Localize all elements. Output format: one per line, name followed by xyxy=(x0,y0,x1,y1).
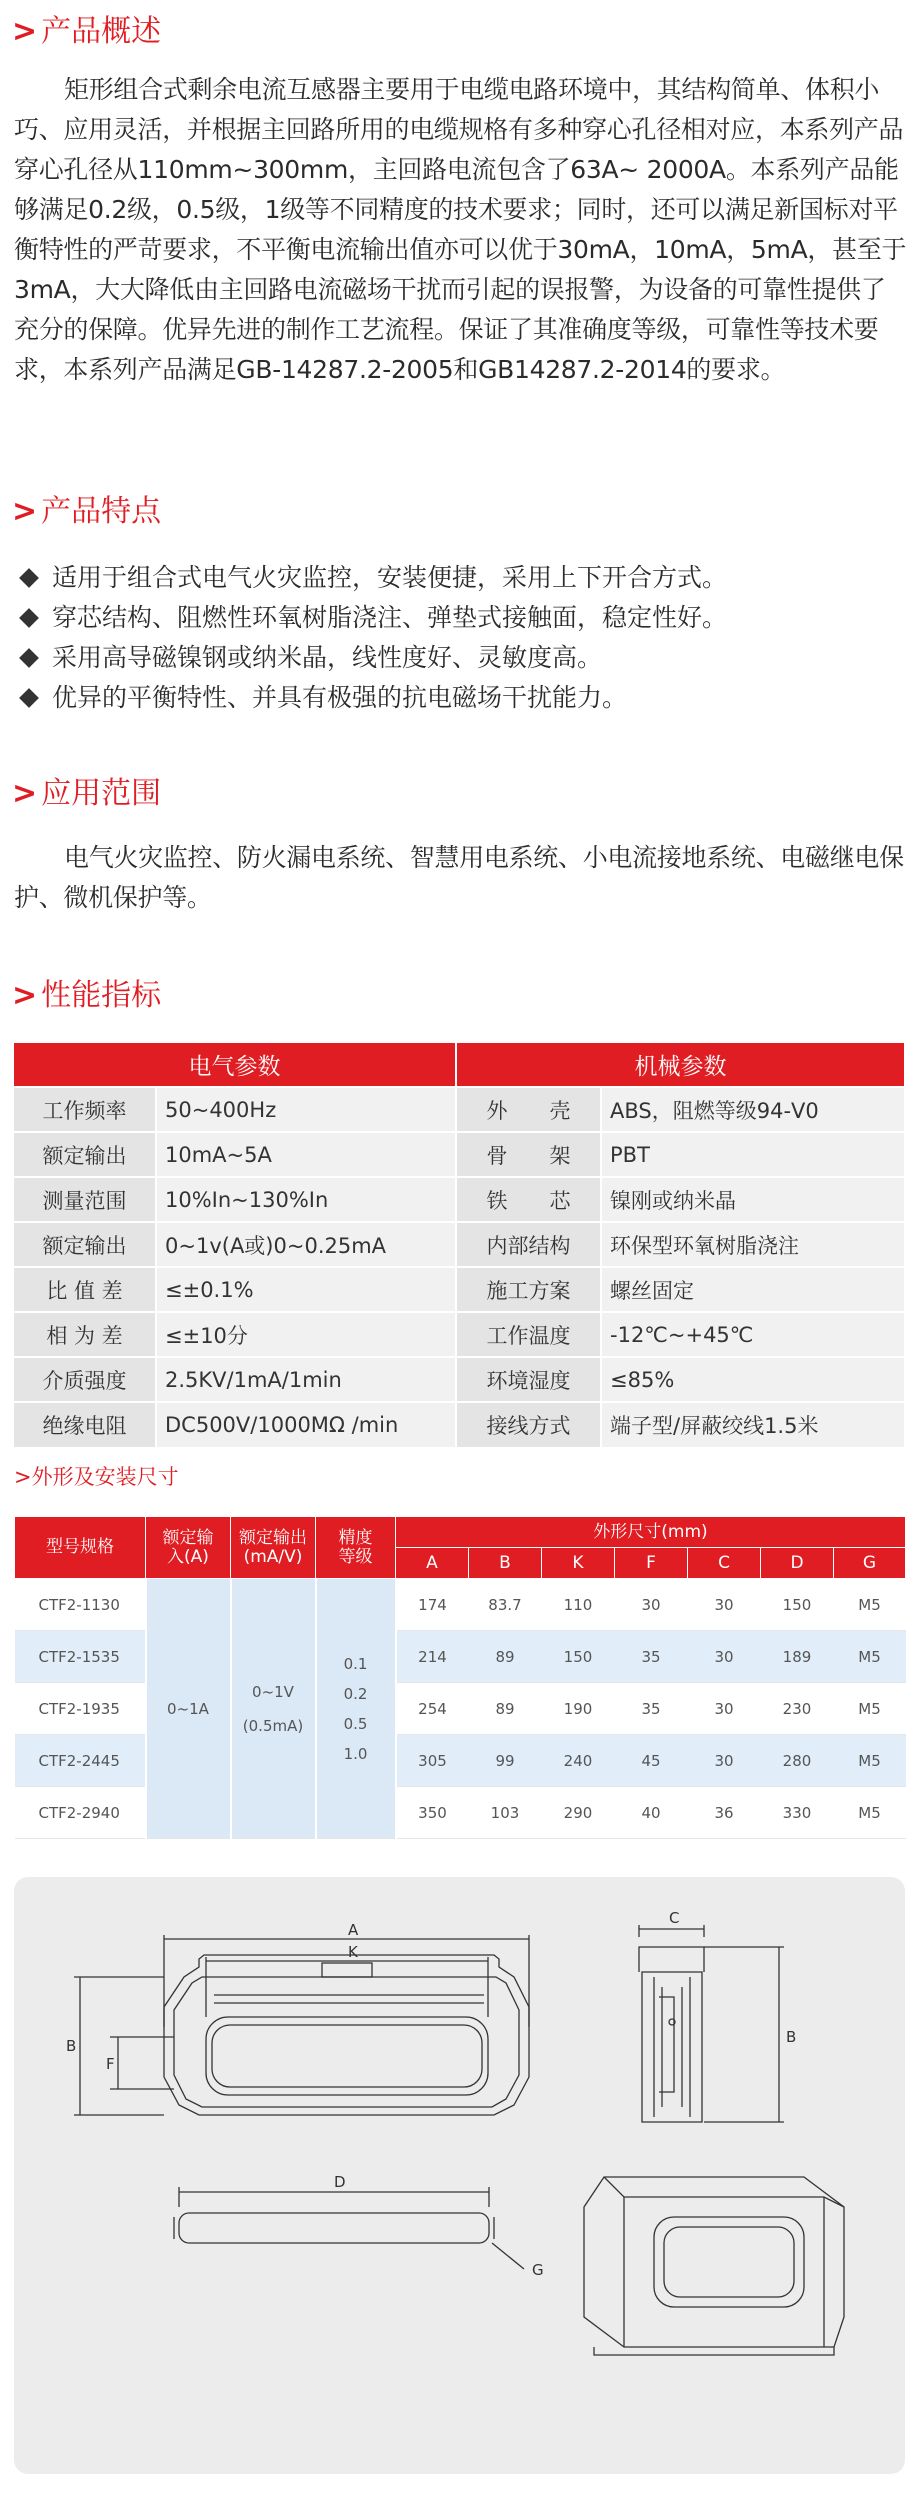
dimension-drawing xyxy=(14,1877,905,2474)
param-value: 2.5KV/1mA/1min xyxy=(156,1357,456,1402)
size-cell: 190 xyxy=(542,1683,615,1735)
scope-text: 电气火灾监控、防火漏电系统、智慧用电系统、小电流接地系统、电磁继电保护、微机保护等。 xyxy=(14,843,904,912)
chevron-right-icon: > xyxy=(12,978,38,1013)
size-cell: 110 xyxy=(542,1579,615,1631)
size-col-header: C xyxy=(688,1548,761,1579)
chevron-right-icon: > xyxy=(12,14,38,49)
param-value: 0~1v(A或)0~0.25mA xyxy=(156,1222,456,1267)
model-cell: CTF2-1130 xyxy=(15,1579,146,1631)
overview-text: 矩形组合式剩余电流互感器主要用于电缆电路环境中，其结构简单、体积小巧、应用灵活，并根据主回路所用的电缆规格有多种穿心孔径相对应，本系列产品穿心孔径从110mm~300mm，主回路电流包含了63A~ 2000A。本系列产品能够满足0.2级，0.5级，1级等不同精度的技术要求；同时，还可以满足新国标对平衡特性的严苛要求，不平衡电流输出值亦可以优于30mA，10mA，5mA，甚至于3mA，大大降低由主回路电流磁场干扰而引起的误报警，为设备的可靠性提供了充分的保障。优异先进的制作工艺流程。保证了其准确度等级，可靠性等技术要求，本系列产品满足GB-14287.2-2005和GB14287.2-2014的要求。 xyxy=(14,75,907,384)
table-row xyxy=(14,1222,905,1267)
size-cell: 99 xyxy=(469,1735,542,1787)
size-cell: 35 xyxy=(615,1683,688,1735)
param-value: PBT xyxy=(601,1132,905,1177)
mechanical-header: 机械参数 xyxy=(456,1043,905,1087)
size-cell: 89 xyxy=(469,1631,542,1683)
param-name: 工作温度 xyxy=(456,1312,601,1357)
scope-title: > 应用范围 xyxy=(12,776,162,811)
list-item: 穿芯结构、阻燃性环氧树脂浇注、弹垫式接触面，稳定性好。 xyxy=(16,598,727,638)
size-header: 外形尺寸(mm) xyxy=(396,1517,906,1548)
param-value: 镍刚或纳米晶 xyxy=(601,1177,905,1222)
dimensions-title: >外形及安装尺寸 xyxy=(14,1465,179,1489)
size-cell: 305 xyxy=(396,1735,469,1787)
param-value: DC500V/1000MΩ /min xyxy=(156,1402,456,1447)
label-b-side: B xyxy=(786,2028,797,2046)
size-cell: 45 xyxy=(615,1735,688,1787)
size-cell: 30 xyxy=(688,1579,761,1631)
size-cell: 36 xyxy=(688,1787,761,1839)
model-cell: CTF2-2445 xyxy=(15,1735,146,1787)
accuracy-value: 1.0 xyxy=(343,1744,368,1763)
dimensions-table xyxy=(14,1516,906,1839)
param-name: 骨 架 xyxy=(456,1132,601,1177)
size-cell: 350 xyxy=(396,1787,469,1839)
technical-drawing xyxy=(14,1877,905,2474)
input-cell: 0~1A xyxy=(146,1579,231,1839)
param-value: ABS，阻燃等级94-V0 xyxy=(601,1087,905,1132)
chevron-right-icon: > xyxy=(12,776,38,811)
size-cell: 240 xyxy=(542,1735,615,1787)
param-name: 接线方式 xyxy=(456,1402,601,1447)
param-name: 外 壳 xyxy=(456,1087,601,1132)
param-name: 比 值 差 xyxy=(14,1267,156,1312)
model-header: 型号规格 xyxy=(15,1517,146,1579)
size-cell: 35 xyxy=(615,1631,688,1683)
size-col-header: F xyxy=(615,1548,688,1579)
label-c: C xyxy=(669,1909,680,1927)
size-cell: 214 xyxy=(396,1631,469,1683)
diamond-bullet-icon xyxy=(19,648,39,668)
label-k: K xyxy=(348,1943,358,1961)
param-value: ≤±0.1% xyxy=(156,1267,456,1312)
size-cell: 290 xyxy=(542,1787,615,1839)
diamond-bullet-icon xyxy=(19,568,39,588)
list-item: 适用于组合式电气火灾监控，安装便捷，采用上下开合方式。 xyxy=(16,558,727,598)
param-name: 施工方案 xyxy=(456,1267,601,1312)
table-row xyxy=(14,1132,905,1177)
features-list xyxy=(16,558,727,718)
list-item: 采用高导磁镍钢或纳米晶，线性度好、灵敏度高。 xyxy=(16,638,727,678)
performance-table xyxy=(14,1043,906,1447)
label-g: G xyxy=(532,2261,544,2279)
overview-title: > 产品概述 xyxy=(12,14,162,49)
table-row xyxy=(14,1087,905,1132)
size-col-header: G xyxy=(834,1548,906,1579)
param-name: 额定输出 xyxy=(14,1222,156,1267)
size-cell: 30 xyxy=(688,1735,761,1787)
accuracy-value: 0.1 xyxy=(343,1654,368,1673)
label-d: D xyxy=(334,2173,346,2191)
size-col-header: D xyxy=(761,1548,834,1579)
size-col-header: B xyxy=(469,1548,542,1579)
size-cell: M5 xyxy=(834,1787,906,1839)
size-cell: 330 xyxy=(761,1787,834,1839)
chevron-right-icon: > xyxy=(12,494,38,529)
param-name: 绝缘电阻 xyxy=(14,1402,156,1447)
size-cell: M5 xyxy=(834,1579,906,1631)
size-cell: 254 xyxy=(396,1683,469,1735)
chevron-right-icon: > xyxy=(14,1465,32,1489)
accuracy-cell xyxy=(316,1579,396,1839)
param-name: 铁 芯 xyxy=(456,1177,601,1222)
performance-title: > 性能指标 xyxy=(12,978,162,1013)
label-b: B xyxy=(66,2037,77,2055)
model-cell: CTF2-1535 xyxy=(15,1631,146,1683)
size-cell: 40 xyxy=(615,1787,688,1839)
size-cell: M5 xyxy=(834,1683,906,1735)
param-name: 相 为 差 xyxy=(14,1312,156,1357)
size-cell: 189 xyxy=(761,1631,834,1683)
param-name: 工作频率 xyxy=(14,1087,156,1132)
output-cell xyxy=(231,1579,316,1839)
label-f: F xyxy=(106,2055,115,2073)
size-cell: 89 xyxy=(469,1683,542,1735)
size-cell: M5 xyxy=(834,1631,906,1683)
output-value-1: 0~1V xyxy=(252,1682,294,1701)
size-cell: 280 xyxy=(761,1735,834,1787)
label-a: A xyxy=(348,1921,359,1939)
table-row xyxy=(15,1579,906,1631)
accuracy-header: 精度等级 xyxy=(316,1517,396,1579)
param-name: 内部结构 xyxy=(456,1222,601,1267)
size-cell: 150 xyxy=(761,1579,834,1631)
param-value: 螺丝固定 xyxy=(601,1267,905,1312)
table-row xyxy=(14,1177,905,1222)
size-cell: 230 xyxy=(761,1683,834,1735)
param-value: 环保型环氧树脂浇注 xyxy=(601,1222,905,1267)
input-header: 额定输入(A) xyxy=(146,1517,231,1579)
table-row xyxy=(14,1267,905,1312)
param-name: 额定输出 xyxy=(14,1132,156,1177)
param-name: 环境湿度 xyxy=(456,1357,601,1402)
features-title: > 产品特点 xyxy=(12,494,162,529)
size-cell: 30 xyxy=(688,1631,761,1683)
size-cell: 103 xyxy=(469,1787,542,1839)
diamond-bullet-icon xyxy=(19,608,39,628)
param-value: ≤±10分 xyxy=(156,1312,456,1357)
output-header: 额定输出(mA/V) xyxy=(231,1517,316,1579)
param-value: 10mA~5A xyxy=(156,1132,456,1177)
param-value: 端子型/屏蔽绞线1.5米 xyxy=(601,1402,905,1447)
table-row xyxy=(14,1402,905,1447)
table-row xyxy=(14,1312,905,1357)
accuracy-value: 0.2 xyxy=(343,1684,368,1703)
param-name: 测量范围 xyxy=(14,1177,156,1222)
size-cell: M5 xyxy=(834,1735,906,1787)
model-cell: CTF2-1935 xyxy=(15,1683,146,1735)
size-cell: 30 xyxy=(615,1579,688,1631)
list-item: 优异的平衡特性、并具有极强的抗电磁场干扰能力。 xyxy=(16,678,727,718)
accuracy-value: 0.5 xyxy=(343,1714,368,1733)
size-col-header: K xyxy=(542,1548,615,1579)
size-cell: 30 xyxy=(688,1683,761,1735)
table-row xyxy=(14,1357,905,1402)
param-value: -12℃~+45℃ xyxy=(601,1312,905,1357)
param-name: 介质强度 xyxy=(14,1357,156,1402)
size-cell: 174 xyxy=(396,1579,469,1631)
diamond-bullet-icon xyxy=(19,688,39,708)
output-value-2: (0.5mA) xyxy=(242,1716,304,1735)
param-value: 50~400Hz xyxy=(156,1087,456,1132)
param-value: ≤85% xyxy=(601,1357,905,1402)
param-value: 10%In~130%In xyxy=(156,1177,456,1222)
size-cell: 150 xyxy=(542,1631,615,1683)
size-col-header: A xyxy=(396,1548,469,1579)
model-cell: CTF2-2940 xyxy=(15,1787,146,1839)
size-cell: 83.7 xyxy=(469,1579,542,1631)
electrical-header: 电气参数 xyxy=(14,1043,456,1087)
